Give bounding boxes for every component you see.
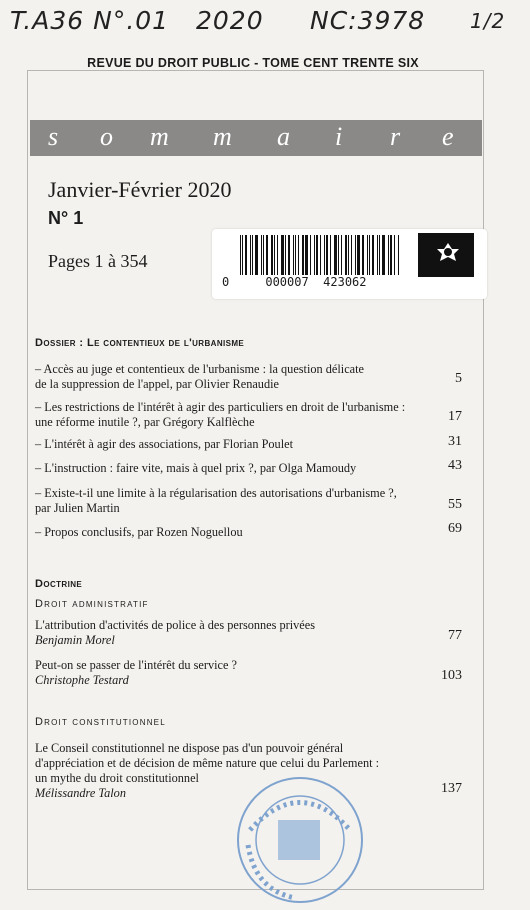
barcode-bar [372,235,374,275]
sommaire-letter: o [100,122,113,151]
dossier-title: Dossier : Le contentieux de l'urbanisme [35,337,245,349]
barcode-bar [274,235,275,275]
sommaire-letter: m [150,122,169,151]
barcode-bar [288,235,290,275]
toc-entry-line: Peut-on se passer de l'intérêt du service ? [35,658,237,672]
toc-entry-line: L'attribution d'activités de police à des personnes privées [35,618,316,632]
toc-entry-author: Benjamin Morel [35,633,115,647]
barcode-bar [298,235,299,275]
library-stamp-icon [230,770,370,910]
handwritten-reference: T.A36 N°.01 [10,6,170,35]
toc-entry-line: – L'instruction : faire vite, mais à quel prix ?, par Olga Mamoudy [35,461,357,475]
barcode-bar [320,235,321,275]
toc-page-number: 103 [441,668,462,683]
barcode-bar [266,235,268,275]
toc-page-number: 5 [455,371,462,386]
barcode-bar [348,235,349,275]
doctrine-title: Doctrine [35,578,83,590]
barcode-bar [345,235,347,275]
toc-page-number: 77 [448,628,462,643]
sommaire-band [30,120,482,156]
toc-page-number: 69 [448,521,462,536]
issue-pages: Pages 1 à 354 [48,251,148,271]
barcode-bar [310,235,311,275]
toc-entry [35,400,405,430]
toc-entry [35,486,397,516]
barcode-bar [281,235,284,275]
toc-entry-line: d'appréciation et de décision de même nature que celui du Parlement : [35,756,380,770]
toc-entry [35,437,293,452]
toc-entry-line: Le Conseil constitutionnel ne dispose pas d'un pouvoir général [35,741,344,755]
barcode-bar [338,235,339,275]
sommaire-letter: m [213,122,232,151]
handwritten-fraction: 1/2 [470,9,506,33]
sommaire-letter: r [390,122,401,151]
toc-entry-line: de la suppression de l'appel, par Olivier Renaudie [35,377,279,391]
toc-entry [35,618,315,648]
droit-administratif-subtitle: Droit administratif [35,598,149,610]
droit-constitutionnel-subtitle: Droit constitutionnel [35,716,166,728]
toc-entry-line: – Les restrictions de l'intérêt à agir des particuliers en droit de l'urbanisme : [35,400,406,414]
barcode-bar [261,235,262,275]
barcode-bar [394,235,395,275]
sommaire-letter: e [442,122,454,151]
barcode-bar [367,235,368,275]
toc-entry [35,362,364,392]
barcode-bar [357,235,360,275]
toc-page-number: 31 [448,434,462,449]
issue-number: N° 1 [48,208,84,228]
barcode-sticker [212,229,487,299]
toc-entry-line: un mythe du droit constitutionnel [35,771,199,785]
barcode-digits: 0 000007 423062 [222,275,367,289]
barcode-bar [242,235,243,275]
library-logo-icon [418,233,474,277]
barcode-bar [305,235,308,275]
barcode-bar [334,235,337,275]
barcode-bar [252,235,253,275]
barcode-bar [351,235,352,275]
toc-entry-line: – Propos conclusifs, par Rozen Noguellou [35,525,243,539]
toc-entry-author: Mélissandre Talon [35,786,126,800]
barcode-bar [355,235,356,275]
barcode-bar [326,235,328,275]
sommaire-letter: s [48,122,59,151]
toc-entry-line: – Accès au juge et contentieux de l'urbanisme : la question délicate [35,362,364,376]
barcode-bar [369,235,370,275]
barcode-bar [240,235,241,275]
toc-page-number: 17 [448,409,462,424]
barcode-bar [324,235,325,275]
toc-entry [35,461,356,476]
barcode-bar [314,235,315,275]
barcode-bar [277,235,278,275]
journal-header: REVUE DU DROIT PUBLIC - TOME CENT TRENTE SIX [87,56,419,70]
barcode-bar [377,235,378,275]
barcode-bar [245,235,247,275]
toc-entry-line: par Julien Martin [35,501,120,515]
barcode-bar [390,235,392,275]
toc-entry-line: une réforme inutile ?, par Grégory Kalflèche [35,415,255,429]
sommaire-letter: a [277,122,290,151]
sommaire-letter: i [335,122,343,151]
toc-entry [35,658,237,688]
barcode-bar [293,235,294,275]
toc-entry-line: – L'intérêt à agir des associations, par Florian Poulet [35,437,293,451]
handwritten-nc: NC:3978 [310,6,426,35]
barcode-bar [330,235,331,275]
barcode-bar [263,235,264,275]
toc-page-number: 43 [448,458,462,473]
barcode-bar [398,235,399,275]
barcode-bar [379,235,380,275]
barcode-bar [302,235,304,275]
barcode-bar [250,235,251,275]
barcode-bar [271,235,273,275]
barcode-bar [341,235,342,275]
barcode-bar [255,235,258,275]
barcode-bar [362,235,364,275]
toc-page-number: 137 [441,781,462,796]
handwritten-year: 2020 [196,6,264,35]
barcode-bar [382,235,385,275]
toc-entry [35,525,243,540]
toc-page-number: 55 [448,497,462,512]
barcode-bar [316,235,318,275]
barcode-bar [295,235,296,275]
barcode-bars [240,235,418,275]
barcode-bar [388,235,389,275]
toc-entry-author: Christophe Testard [35,673,129,687]
toc-entry-line: – Existe-t-il une limite à la régularisation des autorisations d'urbanisme ?, [35,486,397,500]
issue-date: Janvier-Février 2020 [48,177,232,202]
barcode-bar [285,235,286,275]
